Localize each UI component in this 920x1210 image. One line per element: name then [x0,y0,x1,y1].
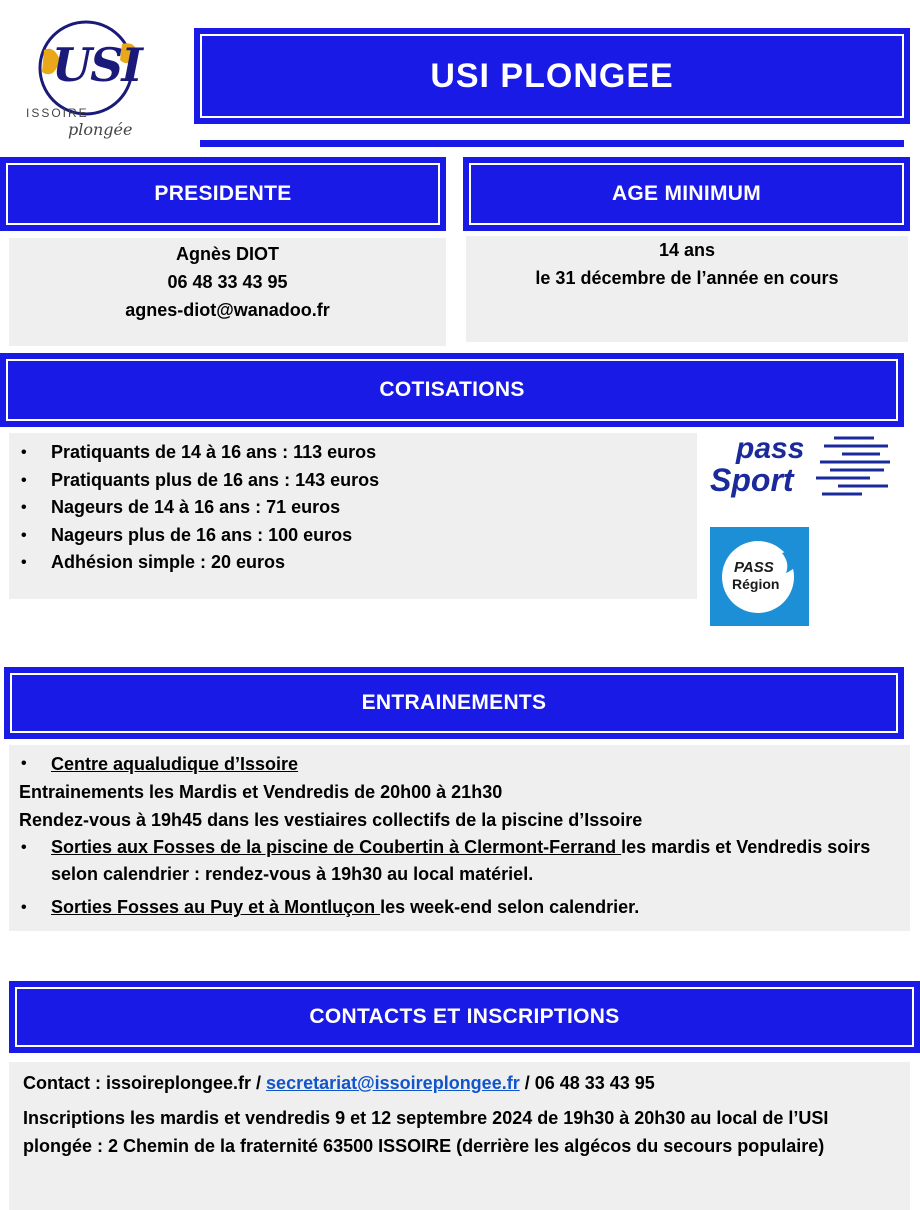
presidente-title: PRESIDENTE [154,182,292,205]
list-item: • Nageurs plus de 16 ans : 100 euros [9,522,697,550]
page-title: USI PLONGEE [430,56,674,95]
entrainements-title: ENTRAINEMENTS [361,691,547,714]
contact-prefix: Contact : issoireplongee.fr / [23,1073,267,1093]
cotisations-panel [9,433,697,599]
contact-phone: / 06 48 33 43 95 [519,1073,655,1093]
age-value: 14 ans [658,240,716,260]
usi-logo [24,10,164,150]
contacts-banner [9,981,920,1053]
secretariat-email-link[interactable]: secretariat@issoireplongee.fr [266,1073,520,1093]
speed-lines-icon [814,434,890,498]
list-item: • Nageurs de 14 à 16 ans : 71 euros [9,494,697,522]
fosses-puy-details: les week-end selon calendrier. [380,897,640,917]
contacts-panel [9,1062,910,1210]
presidente-email: agnes-diot@wanadoo.fr [125,300,330,320]
contact-line [23,1070,898,1096]
header-underline [200,140,904,147]
age-title: AGE MINIMUM [611,182,762,205]
training-schedule: Entrainements les Mardis et Vendredis de 20h00 à 21h30 [19,782,503,802]
list-item [9,894,910,921]
list-item: • Adhésion simple : 20 euros [9,549,697,577]
entrainements-banner [4,667,904,739]
age-banner [463,157,910,231]
pass-region-word2: Région [732,576,780,592]
list-item [9,750,910,778]
logo-letters: USI [52,38,141,92]
entrainements-panel [9,745,910,931]
pass-region-word1: PASS [734,559,774,576]
logo-script: plongée [68,120,133,139]
pass-region-logo [710,527,809,626]
logo-subtitle: ISSOIRE [26,106,89,120]
fosses-coubertin-link: Sorties aux Fosses de la piscine de Coubertin à Clermont-Ferrand [51,837,622,857]
presidente-name: Agnès DIOT [175,244,279,264]
pass-sport-word1: pass [736,432,805,465]
fosses-puy-link: Sorties Fosses au Puy et à Montluçon [51,897,381,917]
presidente-phone: 06 48 33 43 95 [167,272,288,292]
list-item: • Pratiquants de 14 à 16 ans : 113 euros [9,439,697,467]
cotisations-title: COTISATIONS [379,378,525,401]
presidente-banner [0,157,446,231]
age-panel [466,236,908,342]
list-item [9,834,910,888]
training-location: Centre aqualudique d’Issoire [51,754,299,774]
training-meeting: Rendez-vous à 19h45 dans les vestiaires collectifs de la piscine d’Issoire [19,810,643,830]
header-banner [194,28,910,124]
presidente-panel [9,238,446,346]
region-shape-icon [780,549,802,579]
pass-sport-word2: Sport [710,462,794,498]
age-condition: le 31 décembre de l’année en cours [535,268,839,288]
contacts-title: CONTACTS ET INSCRIPTIONS [309,1005,620,1028]
inscriptions-text: Inscriptions les mardis et vendredis 9 et 12 septembre 2024 de 19h30 à 20h30 au local de l’USI plongée : 2 Chemin de la fraternité 63500 ISSOIRE (derrière les algécos du secours populaire) [23,1108,829,1156]
fosses-coubertin-details: les mardis et Vendredis soirs selon calendrier : rendez-vous à 19h30 au local matériel. [51,837,871,884]
list-item: • Pratiquants plus de 16 ans : 143 euros [9,467,697,495]
cotisations-banner [0,353,904,427]
pass-sport-logo [710,432,890,502]
